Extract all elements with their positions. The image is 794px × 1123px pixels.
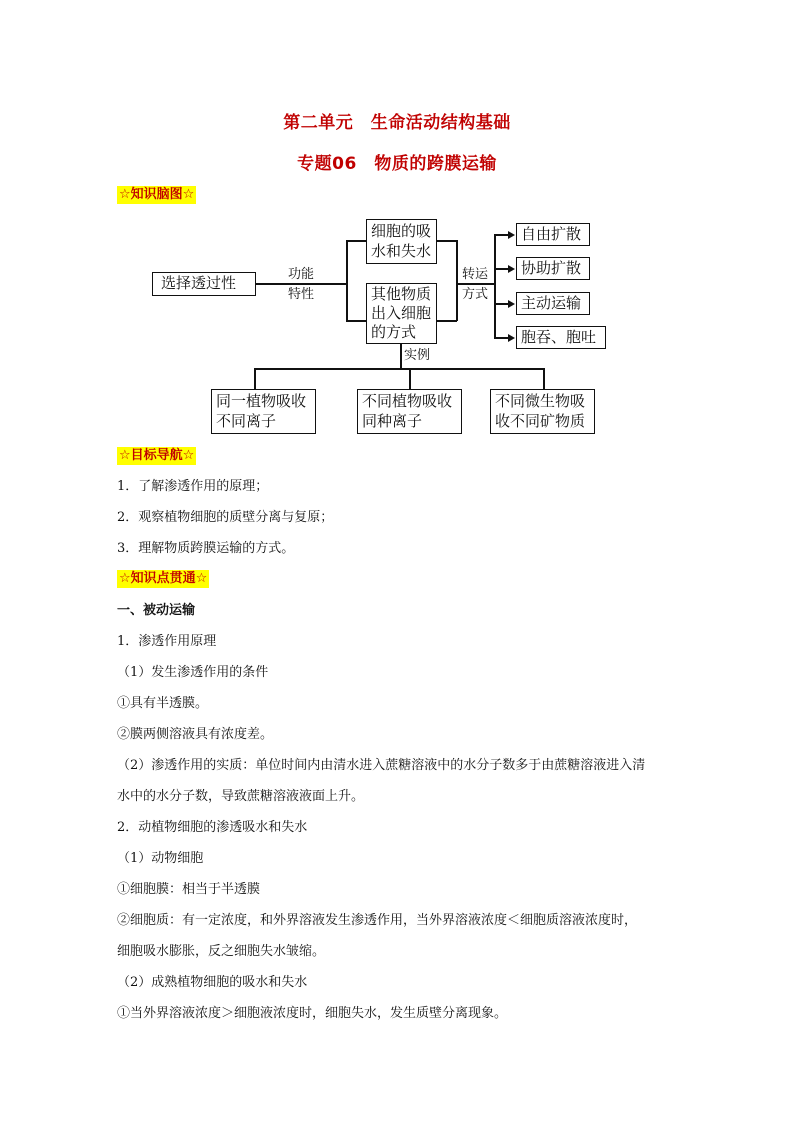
example-box-3 (490, 389, 595, 434)
heading-passive-transport: 一、被动运输 (117, 603, 196, 618)
goal-item-2: 2．观察植物细胞的质壁分离与复原； (117, 510, 334, 525)
osmosis-condition-title: （1）发生渗透作用的条件 (117, 665, 269, 680)
subheading-cell-water: 2．动植物细胞的渗透吸水和失水 (117, 820, 308, 835)
example-1-line-1: 同一植物吸收 (216, 392, 307, 410)
goals-section-tag: ☆目标导航☆ (119, 448, 195, 463)
other-node-line-2: 出入细胞 (371, 304, 432, 322)
plant-cell-point-1: ①当外界溶液浓度＞细胞液浓度时，细胞失水，发生质壁分离现象。 (117, 1006, 508, 1021)
water-uptake-node (366, 219, 437, 264)
animal-cell-point-2a: ②细胞质：有一定浓度，和外界溶液发生渗透作用，当外界溶液浓度＜细胞质溶液浓度时， (117, 913, 638, 928)
mode-active-transport: 主动运输 (516, 292, 590, 315)
transport-label-2: 方式 (462, 287, 489, 302)
other-node-line-1: 其他物质 (371, 285, 432, 303)
goal-item-1: 1．了解渗透作用的原理； (117, 479, 269, 494)
mode-endo-exocytosis: 胞吞、胞吐 (516, 326, 606, 349)
unit-title: 第二单元 生命活动结构基础 (283, 113, 511, 133)
mindmap-section-tag: ☆知识脑图☆ (119, 187, 195, 202)
topic-title: 专题06 物质的跨膜运输 (297, 154, 497, 174)
example-label: 实例 (404, 348, 431, 363)
points-section-tag: ☆知识点贯通☆ (119, 571, 208, 586)
other-substances-node (366, 283, 437, 344)
function-label-2: 特性 (288, 287, 315, 302)
example-3-line-2: 收不同矿物质 (495, 412, 586, 430)
osmosis-condition-1: ①具有半透膜。 (117, 696, 209, 711)
osmosis-essence-line-1: （2）渗透作用的实质：单位时间内由清水进入蔗糖溶液中的水分子数多于由蔗糖溶液进入清 (117, 758, 646, 773)
example-2-line-1: 不同植物吸收 (362, 392, 453, 410)
plant-cell-title: （2）成熟植物细胞的吸水和失水 (117, 975, 308, 990)
water-node-line-2: 水和失水 (371, 242, 432, 260)
osmosis-essence-line-2: 水中的水分子数，导致蔗糖溶液液面上升。 (117, 789, 365, 804)
example-2-line-2: 同种离子 (362, 412, 423, 430)
example-box-2 (357, 389, 462, 434)
transport-label-1: 转运 (462, 267, 489, 282)
subheading-osmosis: 1．渗透作用原理 (117, 634, 217, 649)
example-3-line-1: 不同微生物吸 (495, 392, 586, 410)
mode-free-diffusion: 自由扩散 (516, 223, 590, 246)
animal-cell-point-1: ①细胞膜：相当于半透膜 (117, 882, 261, 897)
animal-cell-title: （1）动物细胞 (117, 851, 204, 866)
mode-facilitated-diffusion: 协助扩散 (516, 257, 590, 280)
function-label-1: 功能 (288, 267, 315, 282)
animal-cell-point-2b: 细胞吸水膨胀，反之细胞失水皱缩。 (117, 944, 326, 959)
water-node-line-1: 细胞的吸 (371, 222, 432, 240)
mindmap-root-node: 选择透过性 (152, 272, 256, 296)
example-box-1 (211, 389, 316, 434)
other-node-line-3: 的方式 (371, 323, 417, 341)
goal-item-3: 3．理解物质跨膜运输的方式。 (117, 541, 295, 556)
osmosis-condition-2: ②膜两侧溶液具有浓度差。 (117, 727, 274, 742)
example-1-line-2: 不同离子 (216, 412, 277, 430)
